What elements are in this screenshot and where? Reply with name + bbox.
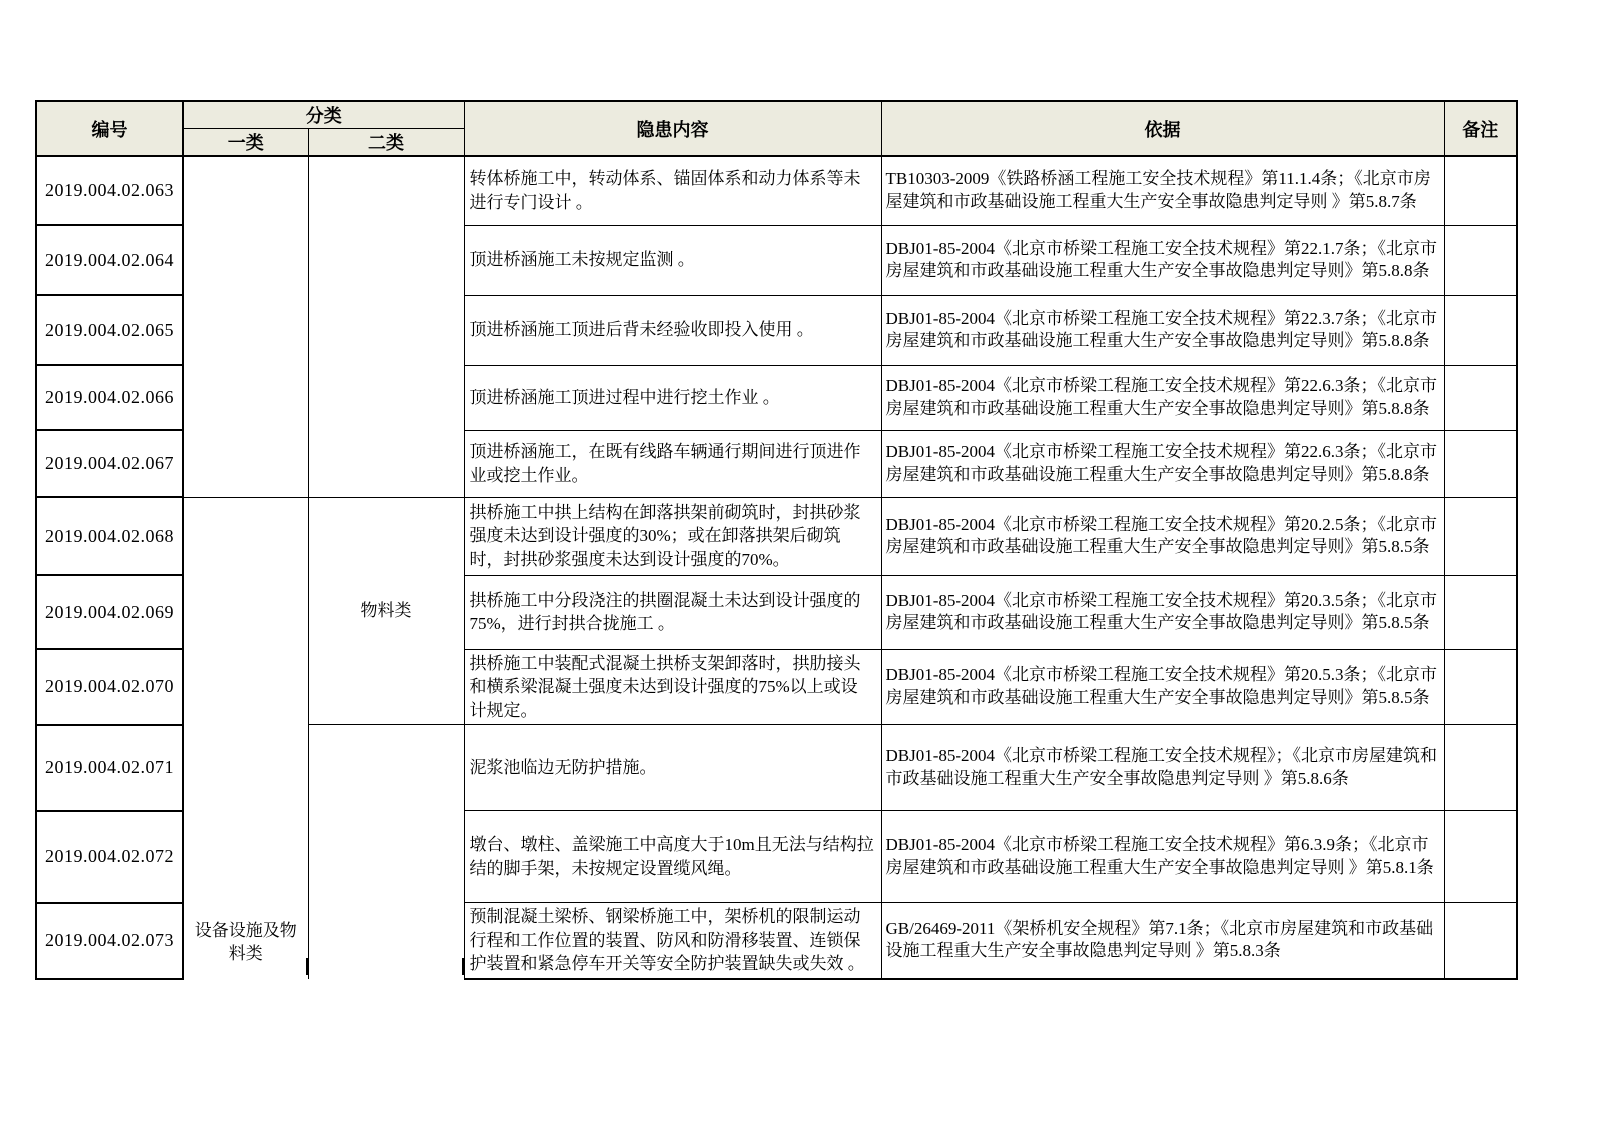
remark-cell: [1444, 575, 1517, 649]
category2-cell: 物料类: [308, 497, 464, 725]
basis-cell: DBJ01-85-2004《北京市桥梁工程施工安全技术规程》；《北京市房屋建筑和市政基础设施工程重大生产安全事故隐患判定导则 》第5.8.6条: [881, 725, 1444, 811]
remark-cell: [1444, 497, 1517, 575]
remark-cell: [1444, 725, 1517, 811]
hazard-content-cell: 顶进桥涵施工顶进过程中进行挖土作业 。: [464, 365, 881, 430]
hazard-content-cell: 预制混凝土梁桥、钢梁桥施工中，架桥机的限制运动行程和工作位置的装置、防风和防滑移装置、连锁保护装置和紧急停车开关等安全防护装置缺失或失效 。: [464, 903, 881, 979]
hazard-content-cell: 墩台、墩柱、盖梁施工中高度大于10m且无法与结构拉结的脚手架，未按规定设置缆风绳。: [464, 811, 881, 903]
row-id-cell: 2019.004.02.067: [36, 430, 183, 497]
hazard-content-cell: 顶进桥涵施工未按规定监测 。: [464, 225, 881, 295]
basis-cell: DBJ01-85-2004《北京市桥梁工程施工安全技术规程》第22.6.3条；《北京市房屋建筑和市政基础设施工程重大生产安全事故隐患判定导则》第5.8.8条: [881, 365, 1444, 430]
remark-cell: [1444, 156, 1517, 225]
header-cat1: 一类: [183, 129, 308, 157]
remark-cell: [1444, 903, 1517, 979]
category2-cell-empty: [308, 156, 464, 497]
column-border-stub: [462, 958, 464, 975]
hazard-content-cell: 拱桥施工中装配式混凝土拱桥支架卸落时，拱肋接头和横系梁混凝土强度未达到设计强度的75%以上或设计规定。: [464, 649, 881, 725]
row-id-cell: 2019.004.02.071: [36, 725, 183, 811]
basis-cell: DBJ01-85-2004《北京市桥梁工程施工安全技术规程》第20.2.5条；《北京市房屋建筑和市政基础设施工程重大生产安全事故隐患判定导则》第5.8.5条: [881, 497, 1444, 575]
header-content: 隐患内容: [464, 101, 881, 156]
header-cat2: 二类: [308, 129, 464, 157]
basis-cell: DBJ01-85-2004《北京市桥梁工程施工安全技术规程》第20.5.3条；《北京市房屋建筑和市政基础设施工程重大生产安全事故隐患判定导则》第5.8.5条: [881, 649, 1444, 725]
category1-cell: 设备设施及物料类: [183, 497, 308, 979]
hazard-content-cell: 泥浆池临边无防护措施。: [464, 725, 881, 811]
column-border-stub: [306, 958, 308, 975]
basis-cell: DBJ01-85-2004《北京市桥梁工程施工安全技术规程》第22.6.3条；《北京市房屋建筑和市政基础设施工程重大生产安全事故隐患判定导则》第5.8.8条: [881, 430, 1444, 497]
category2-cell-empty: [308, 725, 464, 979]
category1-cell-empty: [183, 156, 308, 497]
table-row: [36, 497, 1517, 575]
remark-cell: [1444, 811, 1517, 903]
remark-cell: [1444, 365, 1517, 430]
hazard-content-cell: 顶进桥涵施工，在既有线路车辆通行期间进行顶进作业或挖土作业。: [464, 430, 881, 497]
header-category-group: 分类: [183, 101, 464, 129]
remark-cell: [1444, 649, 1517, 725]
header-remark: 备注: [1444, 101, 1517, 156]
basis-cell: DBJ01-85-2004《北京市桥梁工程施工安全技术规程》第20.3.5条；《北京市房屋建筑和市政基础设施工程重大生产安全事故隐患判定导则》第5.8.5条: [881, 575, 1444, 649]
row-id-cell: 2019.004.02.065: [36, 295, 183, 365]
header-basis: 依据: [881, 101, 1444, 156]
row-id-cell: 2019.004.02.064: [36, 225, 183, 295]
basis-cell: TB10303-2009《铁路桥涵工程施工安全技术规程》第11.1.4条；《北京市房屋建筑和市政基础设施工程重大生产安全事故隐患判定导则 》第5.8.7条: [881, 156, 1444, 225]
hazard-content-cell: 拱桥施工中拱上结构在卸落拱架前砌筑时，封拱砂浆强度未达到设计强度的30%；或在卸落拱架后砌筑时，封拱砂浆强度未达到设计强度的70%。: [464, 497, 881, 575]
header-id: 编号: [36, 101, 183, 156]
table-row: [36, 156, 1517, 225]
hazard-content-cell: 顶进桥涵施工顶进后背未经验收即投入使用 。: [464, 295, 881, 365]
basis-cell: GB/26469-2011《架桥机安全规程》第7.1条；《北京市房屋建筑和市政基础设施工程重大生产安全事故隐患判定导则 》第5.8.3条: [881, 903, 1444, 979]
remark-cell: [1444, 430, 1517, 497]
row-id-cell: 2019.004.02.068: [36, 497, 183, 575]
hazard-content-cell: 转体桥施工中，转动体系、锚固体系和动力体系等未进行专门设计 。: [464, 156, 881, 225]
hazard-table: [35, 100, 1518, 980]
row-id-cell: 2019.004.02.072: [36, 811, 183, 903]
basis-cell: DBJ01-85-2004《北京市桥梁工程施工安全技术规程》第6.3.9条；《北京市房屋建筑和市政基础设施工程重大生产安全事故隐患判定导则 》第5.8.1条: [881, 811, 1444, 903]
header-row-1: [36, 101, 1517, 129]
basis-cell: DBJ01-85-2004《北京市桥梁工程施工安全技术规程》第22.3.7条；《北京市房屋建筑和市政基础设施工程重大生产安全事故隐患判定导则》第5.8.8条: [881, 295, 1444, 365]
basis-cell: DBJ01-85-2004《北京市桥梁工程施工安全技术规程》第22.1.7条；《北京市房屋建筑和市政基础设施工程重大生产安全事故隐患判定导则》第5.8.8条: [881, 225, 1444, 295]
row-id-cell: 2019.004.02.070: [36, 649, 183, 725]
remark-cell: [1444, 295, 1517, 365]
hazard-content-cell: 拱桥施工中分段浇注的拱圈混凝土未达到设计强度的75%，进行封拱合拢施工 。: [464, 575, 881, 649]
row-id-cell: 2019.004.02.063: [36, 156, 183, 225]
remark-cell: [1444, 225, 1517, 295]
table-sheet: [35, 100, 1518, 980]
row-id-cell: 2019.004.02.066: [36, 365, 183, 430]
row-id-cell: 2019.004.02.069: [36, 575, 183, 649]
row-id-cell: 2019.004.02.073: [36, 903, 183, 979]
